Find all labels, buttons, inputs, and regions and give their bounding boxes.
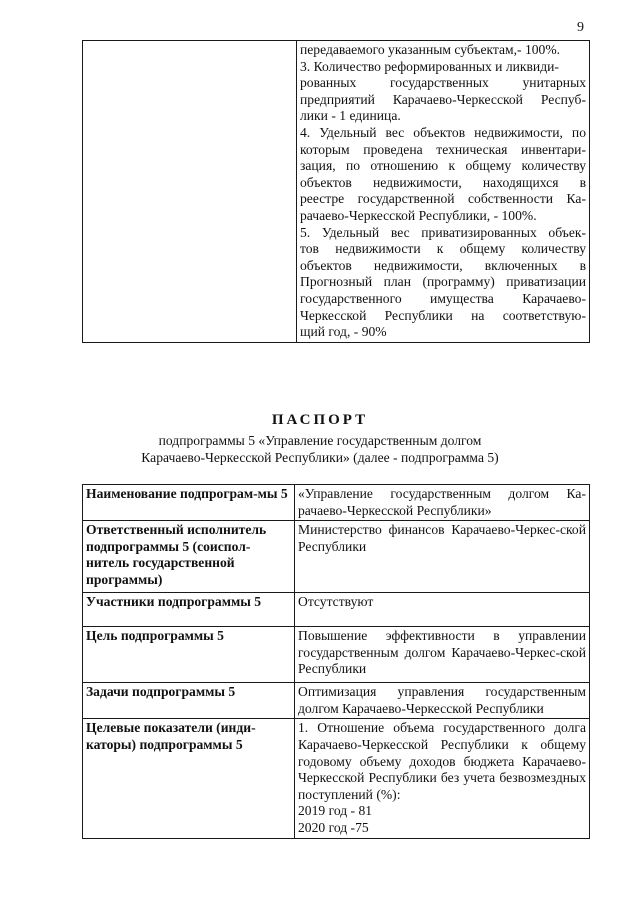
text-line: лики - 1 единица.	[300, 108, 401, 124]
indicator-year: 2020 год -75	[298, 819, 369, 835]
empty-cell	[83, 41, 297, 343]
row-value	[295, 719, 590, 838]
row-label: Ответственный исполнитель подпрограммы 5 (соиспол-нитель государственной программы)	[83, 521, 295, 593]
row-value: Повышение эффективности в управлении государственным долгом Карачаево-Черкес-ской Республики	[295, 627, 590, 683]
page-number: 9	[577, 20, 584, 35]
row-value: «Управление государственным долгом Ка-рачаево-Черкесской Республики»	[295, 485, 590, 521]
table-row	[83, 627, 590, 683]
text-line: Черкесской Республики на соответствую-	[300, 307, 586, 323]
text-line: объектов недвижимости, включенных в	[300, 257, 586, 273]
text-line: рачаево-Черкесской Республики, - 100%.	[300, 207, 537, 223]
text-line: передаваемого указанным субъектам,- 100%.	[300, 42, 561, 57]
row-label: Участники подпрограммы 5	[83, 593, 295, 627]
text-line: зация, по отношению к общему количеству	[300, 158, 586, 174]
subtitle-line: подпрограммы 5 «Управление государственным долгом	[158, 433, 482, 448]
table-row	[83, 521, 590, 593]
text-line: тов недвижимости к общему количеству	[300, 241, 586, 257]
row-value: Оптимизация управления государственным долгом Карачаево-Черкесской Республики	[295, 683, 590, 719]
indicator-year: 2019 год - 81	[298, 803, 373, 819]
text-line: Прогнозный план (программу) приватизации	[300, 274, 586, 290]
row-label: Задачи подпрограммы 5	[83, 683, 295, 719]
text-line: 5. Удельный вес приватизированных объек-	[300, 224, 586, 240]
row-label: Цель подпрограммы 5	[83, 627, 295, 683]
table-row	[83, 719, 590, 838]
passport-title: ПАСПОРТ	[271, 412, 369, 428]
row-value: Министерство финансов Карачаево-Черкес-ской Республики	[295, 521, 590, 593]
table-row	[83, 41, 590, 343]
continuation-table	[82, 40, 590, 343]
table-row	[83, 683, 590, 719]
text-line: которым проведена техническая инвентари-	[300, 141, 586, 157]
row-label: Наименование подпрограм-мы 5	[83, 485, 295, 521]
subtitle-line: Карачаево-Черкесской Республики» (далее - подпрограмма 5)	[141, 450, 499, 465]
row-value: Отсутствуют	[295, 593, 590, 627]
table-row	[83, 593, 590, 627]
passport-table	[82, 484, 590, 839]
text-line: 4. Удельный вес объектов недвижимости, по	[300, 124, 586, 140]
text-line: государственного имущества Карачаево-	[300, 290, 586, 306]
text-line: щий год, - 90%	[300, 324, 387, 340]
indicators-cell	[297, 41, 590, 343]
text-line: объектов недвижимости, находящихся в	[300, 174, 586, 190]
indicator-text: 1. Отношение объема государственного долга Карачаево-Черкесской Республики к общему годовому объему доходов бюджета Карачаево-Черкесской Республики без учета безвозмездных поступлений (%):	[298, 720, 586, 802]
row-label: Целевые показатели (инди-каторы) подпрограммы 5	[83, 719, 295, 838]
text-line: рованных государственных унитарных	[300, 75, 586, 91]
table-row	[83, 485, 590, 521]
text-line: реестре государственной собственности Ка-	[300, 191, 586, 207]
text-line: 3. Количество реформированных и ликвиди-	[300, 58, 559, 74]
text-line: предприятий Карачаево-Черкесской Респуб-	[300, 91, 586, 107]
passport-subtitle	[0, 432, 640, 466]
